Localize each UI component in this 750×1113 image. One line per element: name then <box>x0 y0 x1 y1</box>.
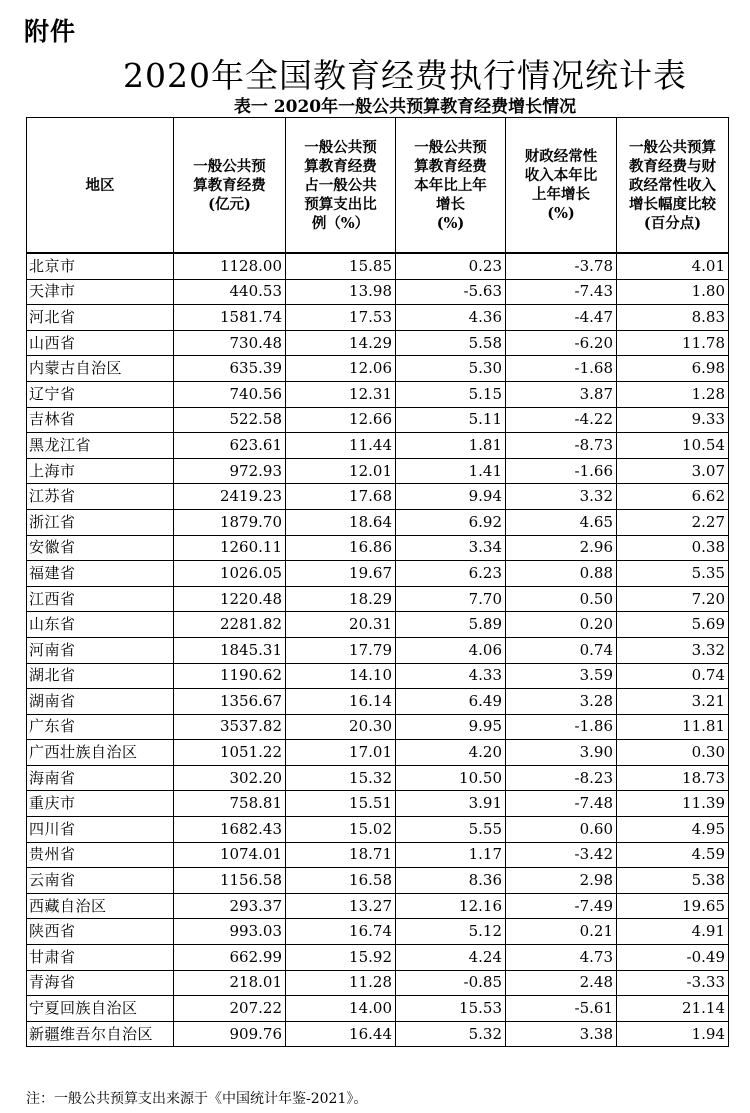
value-cell: 0.50 <box>506 586 617 612</box>
value-cell: 9.33 <box>617 407 729 433</box>
value-cell: 3.32 <box>617 637 729 663</box>
header-funding-growth: 一般公共预 算教育经费 本年比上年 增长 (%) <box>396 118 506 254</box>
table-row <box>27 868 729 894</box>
table-row <box>27 817 729 843</box>
table-body <box>27 253 729 1047</box>
value-cell: -7.49 <box>506 893 617 919</box>
value-cell: 2281.82 <box>174 612 286 638</box>
table-row <box>27 279 729 305</box>
header-region: 地区 <box>27 118 174 254</box>
value-cell: 1128.00 <box>174 253 286 279</box>
value-cell: 1.94 <box>617 1021 729 1047</box>
value-cell: 4.01 <box>617 253 729 279</box>
value-cell: 4.65 <box>506 509 617 535</box>
value-cell: 5.12 <box>396 919 506 945</box>
value-cell: 5.32 <box>396 1021 506 1047</box>
value-cell: 1.28 <box>617 381 729 407</box>
value-cell: 207.22 <box>174 996 286 1022</box>
value-cell: 3.32 <box>506 484 617 510</box>
value-cell: 972.93 <box>174 458 286 484</box>
region-cell: 青海省 <box>27 970 174 996</box>
value-cell: 623.61 <box>174 433 286 459</box>
value-cell: 20.31 <box>286 612 396 638</box>
value-cell: 0.20 <box>506 612 617 638</box>
table-row <box>27 765 729 791</box>
value-cell: -0.85 <box>396 970 506 996</box>
header-funding-amount: 一般公共预 算教育经费 (亿元) <box>174 118 286 254</box>
value-cell: 1.17 <box>396 842 506 868</box>
value-cell: 440.53 <box>174 279 286 305</box>
value-cell: 4.95 <box>617 817 729 843</box>
region-cell: 海南省 <box>27 765 174 791</box>
value-cell: 293.37 <box>174 893 286 919</box>
region-cell: 山西省 <box>27 330 174 356</box>
value-cell: 662.99 <box>174 945 286 971</box>
value-cell: 12.31 <box>286 381 396 407</box>
value-cell: 16.86 <box>286 535 396 561</box>
value-cell: 7.20 <box>617 586 729 612</box>
value-cell: 20.30 <box>286 714 396 740</box>
table-row <box>27 586 729 612</box>
value-cell: -4.22 <box>506 407 617 433</box>
value-cell: 5.89 <box>396 612 506 638</box>
value-cell: -7.43 <box>506 279 617 305</box>
table-row <box>27 484 729 510</box>
header-growth-comparison: 一般公共预算 教育经费与财 政经常性收入 增长幅度比较 (百分点) <box>617 118 729 254</box>
region-cell: 黑龙江省 <box>27 433 174 459</box>
table-row <box>27 919 729 945</box>
value-cell: 12.16 <box>396 893 506 919</box>
table-row <box>27 535 729 561</box>
region-cell: 江西省 <box>27 586 174 612</box>
region-cell: 河北省 <box>27 305 174 331</box>
value-cell: 740.56 <box>174 381 286 407</box>
value-cell: 909.76 <box>174 1021 286 1047</box>
value-cell: 15.51 <box>286 791 396 817</box>
value-cell: 758.81 <box>174 791 286 817</box>
page-title: 2020年全国教育经费执行情况统计表 <box>123 56 687 95</box>
table-row <box>27 791 729 817</box>
value-cell: 3.87 <box>506 381 617 407</box>
table-row <box>27 433 729 459</box>
value-cell: 522.58 <box>174 407 286 433</box>
region-cell: 浙江省 <box>27 509 174 535</box>
value-cell: 0.74 <box>617 663 729 689</box>
value-cell: 5.35 <box>617 561 729 587</box>
value-cell: 9.94 <box>396 484 506 510</box>
value-cell: 6.98 <box>617 356 729 382</box>
value-cell: 3.34 <box>396 535 506 561</box>
value-cell: 18.73 <box>617 765 729 791</box>
value-cell: 3.38 <box>506 1021 617 1047</box>
value-cell: 2.27 <box>617 509 729 535</box>
value-cell: 16.44 <box>286 1021 396 1047</box>
region-cell: 上海市 <box>27 458 174 484</box>
value-cell: 11.78 <box>617 330 729 356</box>
table-row <box>27 714 729 740</box>
region-cell: 甘肃省 <box>27 945 174 971</box>
region-cell: 西藏自治区 <box>27 893 174 919</box>
value-cell: 6.23 <box>396 561 506 587</box>
value-cell: 14.10 <box>286 663 396 689</box>
value-cell: 1074.01 <box>174 842 286 868</box>
value-cell: 4.36 <box>396 305 506 331</box>
table-subtitle: 表一 2020年一般公共预算教育经费增长情况 <box>233 97 577 117</box>
value-cell: 11.39 <box>617 791 729 817</box>
table-row <box>27 893 729 919</box>
value-cell: 1051.22 <box>174 740 286 766</box>
value-cell: 1.80 <box>617 279 729 305</box>
value-cell: 1260.11 <box>174 535 286 561</box>
table-row <box>27 689 729 715</box>
region-cell: 重庆市 <box>27 791 174 817</box>
value-cell: 6.92 <box>396 509 506 535</box>
table-row <box>27 842 729 868</box>
value-cell: 16.58 <box>286 868 396 894</box>
value-cell: 11.81 <box>617 714 729 740</box>
value-cell: 6.62 <box>617 484 729 510</box>
value-cell: -5.63 <box>396 279 506 305</box>
value-cell: 1.41 <box>396 458 506 484</box>
value-cell: 14.29 <box>286 330 396 356</box>
table-header-row <box>27 118 729 254</box>
value-cell: -8.23 <box>506 765 617 791</box>
value-cell: 0.88 <box>506 561 617 587</box>
value-cell: 3537.82 <box>174 714 286 740</box>
value-cell: 3.07 <box>617 458 729 484</box>
region-cell: 河南省 <box>27 637 174 663</box>
region-cell: 广西壮族自治区 <box>27 740 174 766</box>
value-cell: 5.38 <box>617 868 729 894</box>
value-cell: 17.53 <box>286 305 396 331</box>
region-cell: 福建省 <box>27 561 174 587</box>
table-row <box>27 1021 729 1047</box>
value-cell: 12.06 <box>286 356 396 382</box>
value-cell: 17.01 <box>286 740 396 766</box>
region-cell: 贵州省 <box>27 842 174 868</box>
region-cell: 安徽省 <box>27 535 174 561</box>
value-cell: 16.74 <box>286 919 396 945</box>
value-cell: -7.48 <box>506 791 617 817</box>
value-cell: 0.21 <box>506 919 617 945</box>
value-cell: 218.01 <box>174 970 286 996</box>
header-revenue-growth: 财政经常性 收入本年比 上年增长 (%) <box>506 118 617 254</box>
table-row <box>27 740 729 766</box>
value-cell: 5.55 <box>396 817 506 843</box>
value-cell: -3.78 <box>506 253 617 279</box>
value-cell: 11.44 <box>286 433 396 459</box>
value-cell: 10.54 <box>617 433 729 459</box>
value-cell: 15.85 <box>286 253 396 279</box>
table-row <box>27 637 729 663</box>
value-cell: 302.20 <box>174 765 286 791</box>
value-cell: 3.91 <box>396 791 506 817</box>
value-cell: 9.95 <box>396 714 506 740</box>
value-cell: 18.64 <box>286 509 396 535</box>
table-row <box>27 253 729 279</box>
value-cell: -1.66 <box>506 458 617 484</box>
region-cell: 湖北省 <box>27 663 174 689</box>
table-row <box>27 663 729 689</box>
value-cell: 17.79 <box>286 637 396 663</box>
region-cell: 北京市 <box>27 253 174 279</box>
value-cell: -1.86 <box>506 714 617 740</box>
footnote: 注：一般公共预算支出来源于《中国统计年鉴-2021》。 <box>26 1091 368 1107</box>
value-cell: 730.48 <box>174 330 286 356</box>
region-cell: 湖南省 <box>27 689 174 715</box>
value-cell: 19.67 <box>286 561 396 587</box>
value-cell: 4.33 <box>396 663 506 689</box>
value-cell: 15.53 <box>396 996 506 1022</box>
value-cell: 18.71 <box>286 842 396 868</box>
value-cell: 5.69 <box>617 612 729 638</box>
value-cell: -3.42 <box>506 842 617 868</box>
region-cell: 四川省 <box>27 817 174 843</box>
value-cell: 11.28 <box>286 970 396 996</box>
value-cell: 2419.23 <box>174 484 286 510</box>
region-cell: 云南省 <box>27 868 174 894</box>
table-row <box>27 996 729 1022</box>
value-cell: 5.15 <box>396 381 506 407</box>
table-row <box>27 458 729 484</box>
value-cell: 2.98 <box>506 868 617 894</box>
value-cell: 13.98 <box>286 279 396 305</box>
table-row <box>27 381 729 407</box>
table-row <box>27 407 729 433</box>
value-cell: -1.68 <box>506 356 617 382</box>
value-cell: 12.66 <box>286 407 396 433</box>
value-cell: 7.70 <box>396 586 506 612</box>
value-cell: -3.33 <box>617 970 729 996</box>
value-cell: 1026.05 <box>174 561 286 587</box>
value-cell: 3.21 <box>617 689 729 715</box>
table-row <box>27 561 729 587</box>
region-cell: 山东省 <box>27 612 174 638</box>
value-cell: 19.65 <box>617 893 729 919</box>
value-cell: 4.73 <box>506 945 617 971</box>
table-row <box>27 330 729 356</box>
table-row <box>27 970 729 996</box>
value-cell: 4.59 <box>617 842 729 868</box>
value-cell: 12.01 <box>286 458 396 484</box>
header-share-of-expenditure: 一般公共预 算教育经费 占一般公共 预算支出比 例（%） <box>286 118 396 254</box>
value-cell: 14.00 <box>286 996 396 1022</box>
value-cell: 635.39 <box>174 356 286 382</box>
value-cell: 3.90 <box>506 740 617 766</box>
value-cell: -0.49 <box>617 945 729 971</box>
value-cell: 16.14 <box>286 689 396 715</box>
value-cell: 1156.58 <box>174 868 286 894</box>
region-cell: 天津市 <box>27 279 174 305</box>
table-row <box>27 305 729 331</box>
value-cell: 1220.48 <box>174 586 286 612</box>
value-cell: 2.48 <box>506 970 617 996</box>
value-cell: 13.27 <box>286 893 396 919</box>
value-cell: 18.29 <box>286 586 396 612</box>
value-cell: 3.59 <box>506 663 617 689</box>
table-row <box>27 945 729 971</box>
education-funding-table <box>26 117 729 1047</box>
value-cell: 1845.31 <box>174 637 286 663</box>
value-cell: 0.60 <box>506 817 617 843</box>
value-cell: 21.14 <box>617 996 729 1022</box>
value-cell: 8.36 <box>396 868 506 894</box>
value-cell: 1682.43 <box>174 817 286 843</box>
value-cell: -6.20 <box>506 330 617 356</box>
value-cell: 993.03 <box>174 919 286 945</box>
region-cell: 内蒙古自治区 <box>27 356 174 382</box>
region-cell: 宁夏回族自治区 <box>27 996 174 1022</box>
value-cell: 5.11 <box>396 407 506 433</box>
region-cell: 广东省 <box>27 714 174 740</box>
value-cell: 4.06 <box>396 637 506 663</box>
value-cell: 6.49 <box>396 689 506 715</box>
value-cell: 1581.74 <box>174 305 286 331</box>
table-row <box>27 612 729 638</box>
table-row <box>27 356 729 382</box>
value-cell: -5.61 <box>506 996 617 1022</box>
value-cell: 2.96 <box>506 535 617 561</box>
region-cell: 陕西省 <box>27 919 174 945</box>
value-cell: 0.74 <box>506 637 617 663</box>
value-cell: -8.73 <box>506 433 617 459</box>
value-cell: 4.91 <box>617 919 729 945</box>
value-cell: 0.30 <box>617 740 729 766</box>
region-cell: 新疆维吾尔自治区 <box>27 1021 174 1047</box>
value-cell: 1.81 <box>396 433 506 459</box>
value-cell: 0.38 <box>617 535 729 561</box>
value-cell: 1879.70 <box>174 509 286 535</box>
value-cell: 15.32 <box>286 765 396 791</box>
attachment-label: 附件 <box>24 17 77 46</box>
value-cell: 15.92 <box>286 945 396 971</box>
value-cell: 5.58 <box>396 330 506 356</box>
table-row <box>27 509 729 535</box>
value-cell: 1190.62 <box>174 663 286 689</box>
value-cell: 4.24 <box>396 945 506 971</box>
region-cell: 辽宁省 <box>27 381 174 407</box>
value-cell: 10.50 <box>396 765 506 791</box>
value-cell: 5.30 <box>396 356 506 382</box>
value-cell: 0.23 <box>396 253 506 279</box>
region-cell: 江苏省 <box>27 484 174 510</box>
value-cell: 8.83 <box>617 305 729 331</box>
value-cell: 3.28 <box>506 689 617 715</box>
value-cell: 15.02 <box>286 817 396 843</box>
region-cell: 吉林省 <box>27 407 174 433</box>
value-cell: -4.47 <box>506 305 617 331</box>
value-cell: 1356.67 <box>174 689 286 715</box>
value-cell: 17.68 <box>286 484 396 510</box>
value-cell: 4.20 <box>396 740 506 766</box>
